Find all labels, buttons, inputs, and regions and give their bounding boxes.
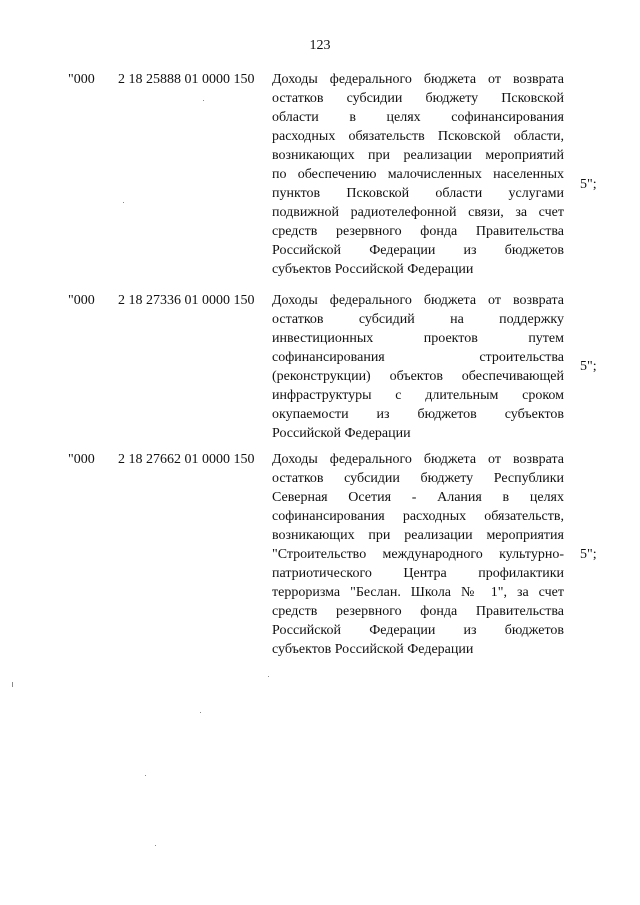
page-number: 123 xyxy=(309,38,331,53)
description-line: Доходы федерального бюджета от возврата xyxy=(272,452,564,467)
description-line: области в целях софинансирования xyxy=(272,110,564,125)
distribution-norm: 5"; xyxy=(580,547,597,562)
description-line: средств резервного фонда Правительства xyxy=(272,604,564,619)
description-line: (реконструкции) объектов обеспечивающей xyxy=(272,369,564,384)
income-description xyxy=(272,450,564,659)
scan-speck xyxy=(268,676,269,677)
description-line: Доходы федерального бюджета от возврата xyxy=(272,72,564,87)
description-line: возникающих при реализации мероприятий xyxy=(272,148,564,163)
description-line: софинансирования расходных обязательств, xyxy=(272,509,564,524)
description-line: окупаемости из бюджетов субъектов xyxy=(272,407,564,422)
description-line: возникающих при реализации мероприятия xyxy=(272,528,564,543)
description-line: средств резервного фонда Правительства xyxy=(272,224,564,239)
scan-speck xyxy=(145,775,146,776)
income-description xyxy=(272,291,564,443)
description-line: Северная Осетия - Алания в целях xyxy=(272,490,564,505)
admin-code: "000 xyxy=(68,452,95,467)
kbk-code: 2 18 25888 01 0000 150 xyxy=(118,72,255,87)
distribution-norm: 5"; xyxy=(580,177,597,192)
scan-speck xyxy=(155,845,156,846)
description-line: остатков субсидий на поддержку xyxy=(272,312,564,327)
description-line: патриотического Центра профилактики xyxy=(272,566,564,581)
description-line: Российской Федерации xyxy=(272,426,411,441)
admin-code: "000 xyxy=(68,72,95,87)
scan-speck xyxy=(123,202,124,203)
description-line: Российской Федерации из бюджетов xyxy=(272,243,564,258)
description-line: софинансирования строительства xyxy=(272,350,564,365)
scan-speck xyxy=(12,682,13,687)
description-line: инфраструктуры с длительным сроком xyxy=(272,388,564,403)
description-line: остатков субсидии бюджету Республики xyxy=(272,471,564,486)
kbk-code: 2 18 27336 01 0000 150 xyxy=(118,293,255,308)
description-line: Доходы федерального бюджета от возврата xyxy=(272,293,564,308)
description-line: Российской Федерации из бюджетов xyxy=(272,623,564,638)
description-line: пунктов Псковской области услугами xyxy=(272,186,564,201)
description-line: остатков субсидии бюджету Псковской xyxy=(272,91,564,106)
description-line: терроризма "Беслан. Школа № 1", за счет xyxy=(272,585,564,600)
kbk-code: 2 18 27662 01 0000 150 xyxy=(118,452,255,467)
admin-code: "000 xyxy=(68,293,95,308)
description-line: "Строительство международного культурно- xyxy=(272,547,564,562)
description-line: по обеспечению малочисленных населенных xyxy=(272,167,564,182)
description-line: субъектов Российской Федерации xyxy=(272,642,474,657)
distribution-norm: 5"; xyxy=(580,359,597,374)
description-line: подвижной радиотелефонной связи, за счет xyxy=(272,205,564,220)
description-line: расходных обязательств Псковской области, xyxy=(272,129,564,144)
description-line: инвестиционных проектов путем xyxy=(272,331,564,346)
scan-speck xyxy=(200,712,201,713)
income-description xyxy=(272,70,564,279)
description-line: субъектов Российской Федерации xyxy=(272,262,474,277)
scan-speck xyxy=(203,100,204,101)
